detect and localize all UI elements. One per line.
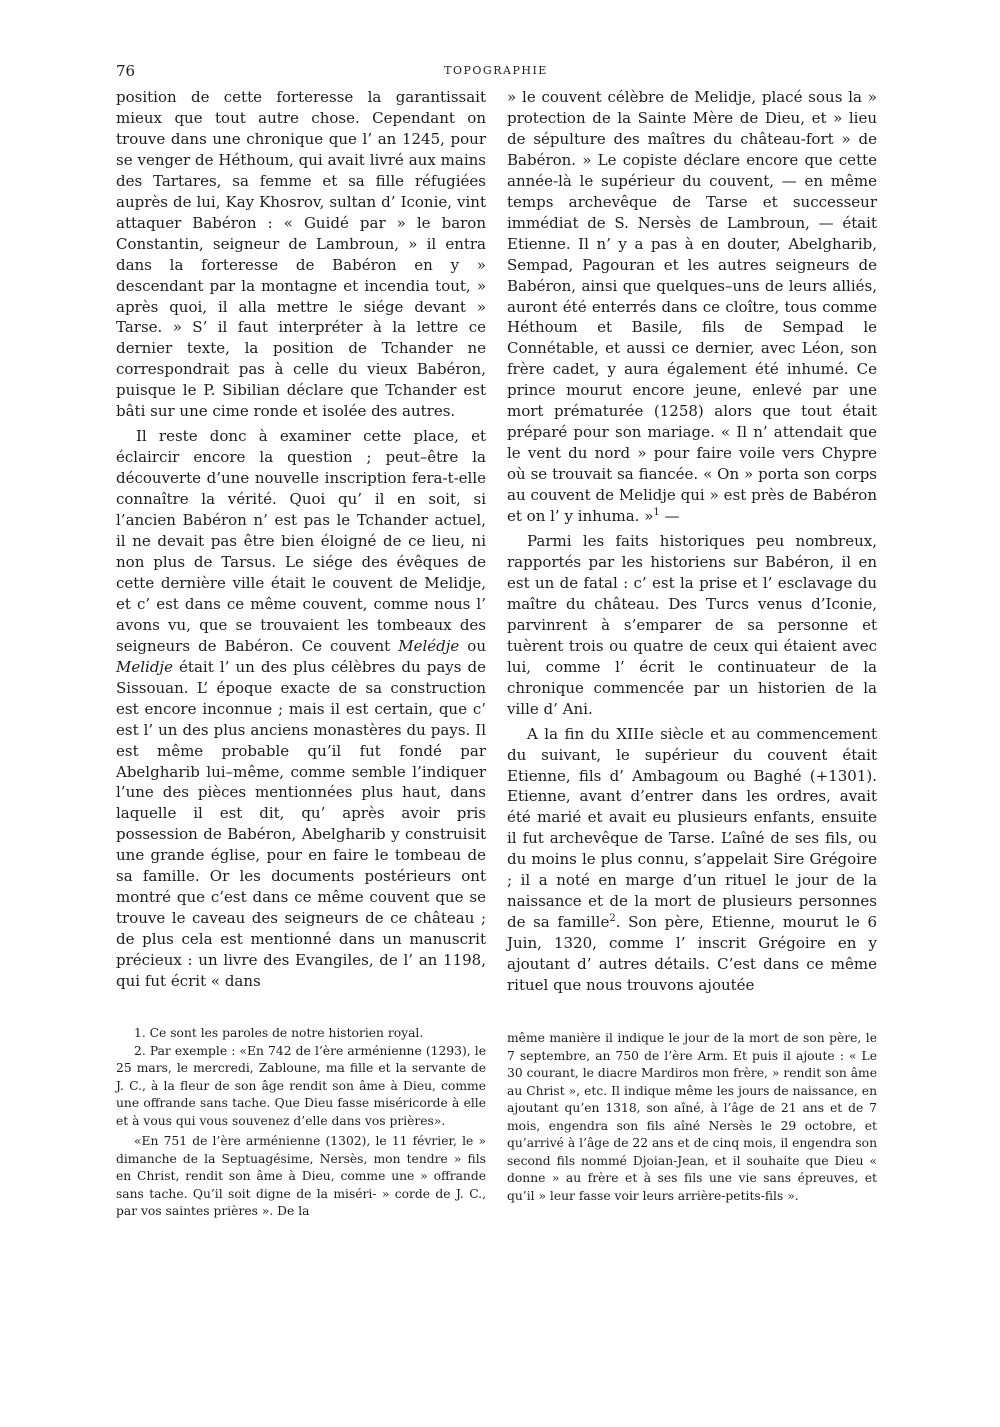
- italic-term: Melidje: [116, 657, 173, 676]
- footnote: même manière il indique le jour de la mort de son père, le 7 septembre, an 750 de l’ère Arm. Et puis il ajoute : « Le 30 courant, le diacre Mardiros mon frère, » rendit son âme au Christ », etc. Il indique même les jours de naissance, en ajoutant qu’en 1318, son aîné, à l’âge de 21 ans et de 7 mois, engendra son fils aîné Nersès le 29 octobre, et qu’arrivé à l’âge de 22 ans et de cinq mois, il engendra son second fils nommé Djoian-Jean, et il souhaite que Dieu « donne » au frère et à ses fils une vie sans épreuves, et qu’il » leur fasse voir leurs arrière-petits-fils ».: [507, 1031, 877, 1203]
- running-title: TOPOGRAPHIE: [444, 64, 548, 77]
- italic-term: Melédje: [398, 636, 460, 655]
- footnote: «En 751 de l’ère arménienne (1302), le 11 février, le » dimanche de la Septuagésime, Nersès, mon tendre » fils en Christ, rendit son âme à Dieu, comme une » offrande sans tache. Qu’il soit digne de la miséri- » corde de J. C., par vos saintes prières ». De la: [116, 1134, 486, 1218]
- paragraph: position de cette forteresse la garantissait mieux que tout autre chose. Cependant on trouve dans une chronique que l’ an 1245, pour se venger de Héthoum, qui avait livré aux mains des Tartares, sa femme et sa fille réfugiées auprès de lui, Kay Khosrov, sultan d’ Iconie, vint attaquer Babéron : « Guidé par » le baron Constantin, seigneur de Lambroun, » il entra dans la forteresse de Babéron en y » descendant par la montagne et incendia tout, » après quoi, il alla mettre le siége devant » Tarse. » S’ il faut interpréter à la lettre ce dernier texte, la position de Tchander ne correspondrait pas à celle du vieux Babéron, puisque le P. Sibilian déclare que Tchander est bâti sur une cime ronde et isolée des autres.: [116, 88, 486, 421]
- footnote-marker[interactable]: 2: [609, 913, 616, 925]
- left-column: [116, 87, 486, 992]
- paragraph-text: ou: [459, 636, 486, 655]
- paragraph: [116, 426, 486, 992]
- paragraph-text: A la fin du XIIIe siècle et au commencement du suivant, le supérieur du couvent était Etienne, fils d’ Ambagoum ou Baghé (+1301). Etienne, avant d’entrer dans les ordres, avait été marié et avait eu plusieurs enfants, ensuite il fut archevêque de Tarse. L’aîné de ses fils, ou du moins le plus connu, s’appelait Sire Grégoire ; il a noté en marge d’un rituel le jour de la naissance et de la mort de plusieurs personnes de sa famille: [507, 724, 877, 932]
- right-column: [507, 87, 877, 996]
- paragraph-text: était l’ un des plus célèbres du pays de Sissouan. L’ époque exacte de sa construction est encore inconnue ; mais il est certain, que c’ est l’ un des plus anciens monastères du pays. Il est même probable qu’il fut fondé par Abelgharib lui–même, comme semble l’indiquer l’une des pièces mentionnées plus haut, dans laquelle il est dit, qu’ après avoir pris possession de Babéron, Abelgharib y construisit une grande église, pour en faire le tombeau de sa famille. Or les documents postérieurs ont montré que c’est dans ce même couvent que se trouve le caveau des seigneurs de ce château ; de plus cela est mentionné dans un manuscrit précieux : un livre des Evangiles, de l’ an 1198, qui fut écrit « dans: [116, 657, 486, 991]
- paragraph-text: » le couvent célèbre de Melidje, placé sous la » protection de la Sainte Mère de Dieu, et » lieu de sépulture des maîtres du château-fort » de Babéron. » Le copiste déclare encore que cette année-là le supérieur du couvent, — en même temps archevêque de Tarse et successeur immédiat de S. Nersès de Lambroun, — était Etienne. Il n’ y a pas à en douter, Abelgharib, Sempad, Pagouran et les autres seigneurs de Babéron, ainsi que quelques–uns de leurs alliés, auront été enterrés dans ce cloître, tous comme Héthoum et Basile, fils de Sempad le Connétable, et aussi ce dernier, avec Léon, son frère cadet, y aura également été inhumé. Ce prince mourut encore jeune, enlevé par une mort prématurée (1258) alors que tout était préparé pour son mariage. « Il n’ attendait que le vent du nord » pour faire voile vers Chypre où se trouvait sa fiancée. « On » porta son corps au couvent de Melidje qui » est près de Babéron et on l’ y inhuma. »: [507, 88, 877, 526]
- page-header: [116, 62, 876, 82]
- paragraph-text: —: [659, 507, 680, 526]
- paragraph: Parmi les faits historiques peu nombreux, rapportés par les historiens sur Babéron, il en est un de fatal : c’ est la prise et l’ esclavage du maître du château. Des Turcs venus d’Iconie, parvinrent à s’emparer de sa personne et tuèrent trois ou quatre de ceux qui étaient avec lui, comme l’ écrit le continuateur de la chronique commencée par un historien de la ville d’ Ani.: [507, 532, 877, 718]
- paragraph-text: Il reste donc à examiner cette place, et éclaircir encore la question ; peut–être la découverte d’une nouvelle inscription fera-t-elle connaître la vérité. Quoi qu’ il en soit, si l’ancien Babéron n’ est pas le Tchander actuel, il ne devait pas être bien éloigné de ce lieu, ni non plus de Tarsus. Le siége des évêques de cette dernière ville était le couvent de Melidje, et c’ est dans ce même couvent, comme nous l’ avons vu, que se trouvaient les tombeaux des seigneurs de Babéron. Ce couvent: [116, 427, 486, 655]
- footnotes-right: [507, 1030, 877, 1205]
- footnote: 1. Ce sont les paroles de notre historien royal.: [134, 1026, 424, 1040]
- paragraph: [507, 724, 877, 996]
- page-number: 76: [116, 62, 136, 80]
- footnote: 2. Par exemple : «En 742 de l’ère arménienne (1293), le 25 mars, le mercredi, Zabloune, ma fille et la servante de J. C., à la fleur de son âge rendit son âme à Dieu, comme une offrande sans tache. Que Dieu fasse miséricorde à elle et à vous qui vous souvenez d’elle dans vos prières».: [116, 1043, 486, 1128]
- footnotes-left: [116, 1025, 486, 1221]
- footnote-marker[interactable]: 1: [653, 507, 660, 519]
- paragraph: [507, 87, 877, 527]
- paragraph-text: . Son père, Etienne, mourut le 6 Juin, 1320, comme l’ inscrit Grégoire en y ajoutant d’ autres détails. C’est dans ce même rituel que nous trouvons ajoutée: [507, 913, 877, 995]
